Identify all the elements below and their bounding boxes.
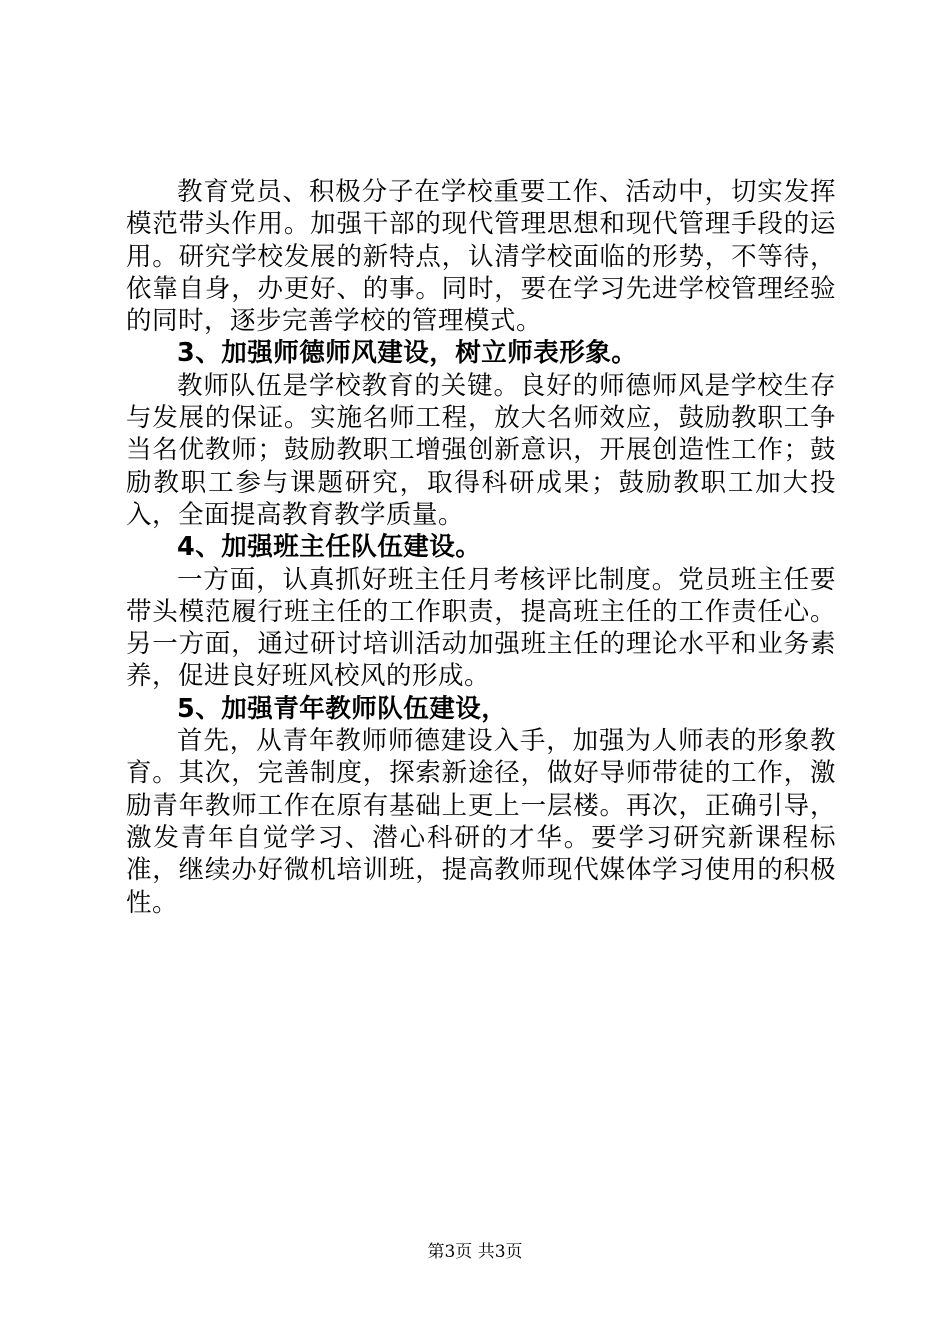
section-heading: 5、加强青年教师队伍建设， [177, 693, 508, 724]
body-paragraph: 首先，从青年教师师德建设入手，加强为人师表的形象教育。其次，完善制度，探索新途径，做好导师带徒的工作，激励青年教师工作在原有基础上更上一层楼。再次，正确引导，激发青年自觉学习、潜心科研的才华。要学习研究新课程标准，继续办好微机培训班，提高教师现代媒体学习使用的积极性。 [126, 726, 836, 918]
section-heading: 4、加强班主任队伍建设。 [177, 532, 482, 563]
body-paragraph: 一方面，认真抓好班主任月考核评比制度。党员班主任要带头模范履行班主任的工作职责，提高班主任的工作责任心。另一方面，通过研讨培训活动加强班主任的理论水平和业务素养，促进良好班风校风的形成。 [126, 564, 836, 692]
section-heading: 3、加强师德师风建设，树立师表形象。 [177, 338, 638, 369]
document-body [126, 176, 836, 919]
body-paragraph: 教师队伍是学校教育的关键。良好的师德师风是学校生存与发展的保证。实施名师工程，放大名师效应，鼓励教职工争当名优教师；鼓励教职工增强创新意识，开展创造性工作；鼓励教职工参与课题研究，取得科研成果；鼓励教职工加大投入，全面提高教育教学质量。 [126, 370, 836, 530]
body-paragraph: 教育党员、积极分子在学校重要工作、活动中，切实发挥模范带头作用。加强干部的现代管理思想和现代管理手段的运用。研究学校发展的新特点，认清学校面临的形势，不等待，依靠自身，办更好、的事。同时，要在学习先进学校管理经验的同时，逐步完善学校的管理模式。 [126, 177, 836, 337]
page-number-footer: 第3页 共3页 [427, 1242, 523, 1262]
